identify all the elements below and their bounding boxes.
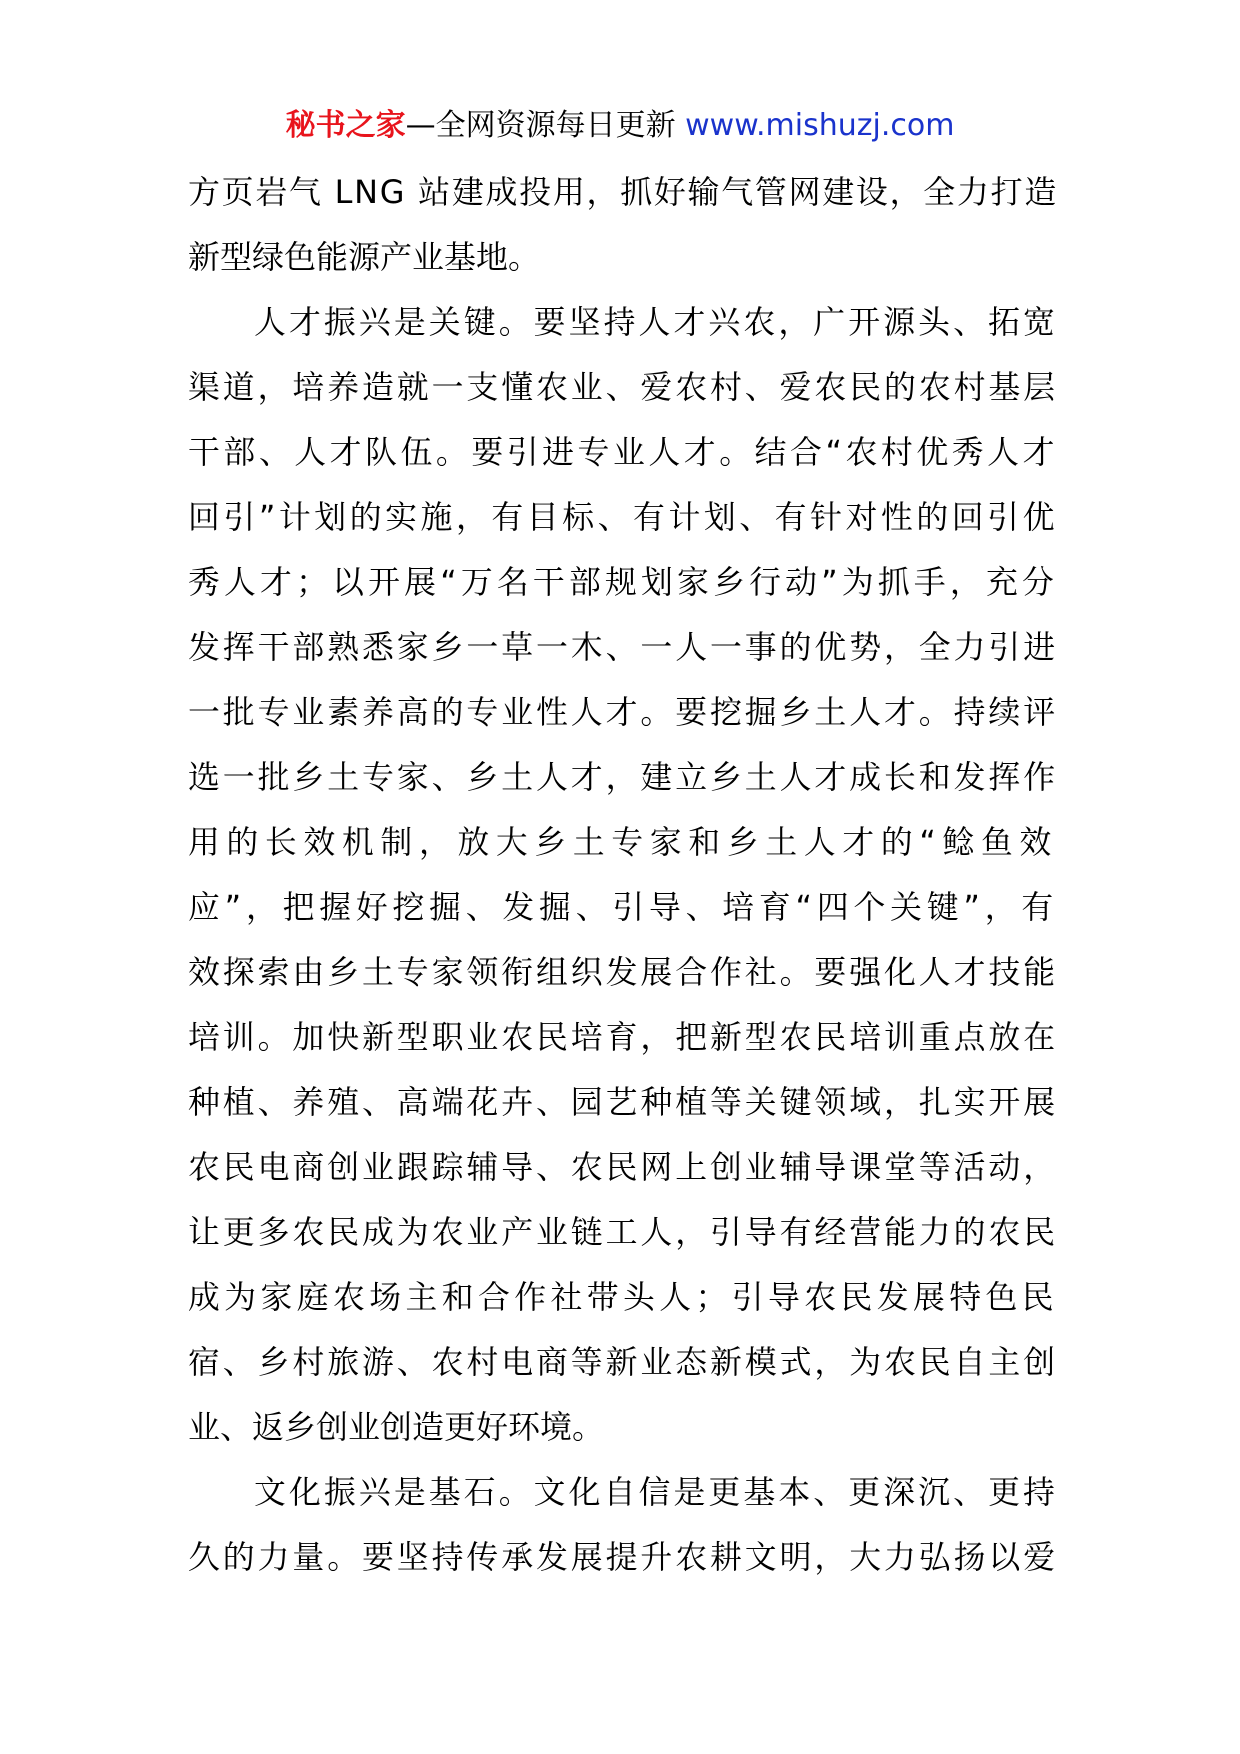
page-header bbox=[0, 106, 1240, 146]
text-line: 新型绿色能源产业基地。 bbox=[188, 238, 541, 276]
paragraph-start-line: 人才振兴是关键。要坚持人才兴农，广开源头、拓宽 bbox=[254, 303, 1058, 341]
text-line: 农民电商创业跟踪辅导、农民网上创业辅导课堂等活动， bbox=[188, 1148, 1058, 1186]
text-line: 选一批乡土专家、乡土人才，建立乡土人才成长和发挥作 bbox=[188, 758, 1058, 796]
text-line: 发挥干部熟悉家乡一草一木、一人一事的优势，全力引进 bbox=[188, 628, 1058, 666]
text-line: 培训。加快新型职业农民培育，把新型农民培训重点放在 bbox=[188, 1018, 1058, 1056]
text-line: 宿、乡村旅游、农村电商等新业态新模式，为农民自主创 bbox=[188, 1343, 1058, 1381]
text-line: 方页岩气 LNG 站建成投用，抓好输气管网建设，全力打造 bbox=[188, 173, 1058, 211]
text-line: 效探索由乡土专家领衔组织发展合作社。要强化人才技能 bbox=[188, 953, 1058, 991]
text-line: 业、返乡创业创造更好环境。 bbox=[188, 1408, 605, 1446]
text-line: 久的力量。要坚持传承发展提升农耕文明，大力弘扬以爱 bbox=[188, 1538, 1058, 1576]
text-line: 应”，把握好挖掘、发掘、引导、培育“四个关键”，有 bbox=[188, 888, 1058, 926]
text-line: 回引”计划的实施，有目标、有计划、有针对性的回引优 bbox=[188, 498, 1058, 536]
text-line: 让更多农民成为农业产业链工人，引导有经营能力的农民 bbox=[188, 1213, 1058, 1251]
site-url[interactable]: www.mishuzj.com bbox=[685, 108, 955, 143]
text-line: 种植、养殖、高端花卉、园艺种植等关键领域，扎实开展 bbox=[188, 1083, 1058, 1121]
text-line: 秀人才；以开展“万名干部规划家乡行动”为抓手，充分 bbox=[188, 563, 1058, 601]
paragraph-start-line: 文化振兴是基石。文化自信是更基本、更深沉、更持 bbox=[254, 1473, 1058, 1511]
document-body bbox=[188, 160, 1058, 1590]
brand-name: 秘书之家 bbox=[285, 108, 406, 143]
text-line: 成为家庭农场主和合作社带头人；引导农民发展特色民 bbox=[188, 1278, 1058, 1316]
header-slogan: —全网资源每日更新 bbox=[405, 108, 686, 143]
text-line: 干部、人才队伍。要引进专业人才。结合“农村优秀人才 bbox=[188, 433, 1058, 471]
text-line: 渠道，培养造就一支懂农业、爱农村、爱农民的农村基层 bbox=[188, 368, 1058, 406]
text-line: 用的长效机制，放大乡土专家和乡土人才的“鲶鱼效 bbox=[188, 823, 1058, 861]
text-line: 一批专业素养高的专业性人才。要挖掘乡土人才。持续评 bbox=[188, 693, 1058, 731]
